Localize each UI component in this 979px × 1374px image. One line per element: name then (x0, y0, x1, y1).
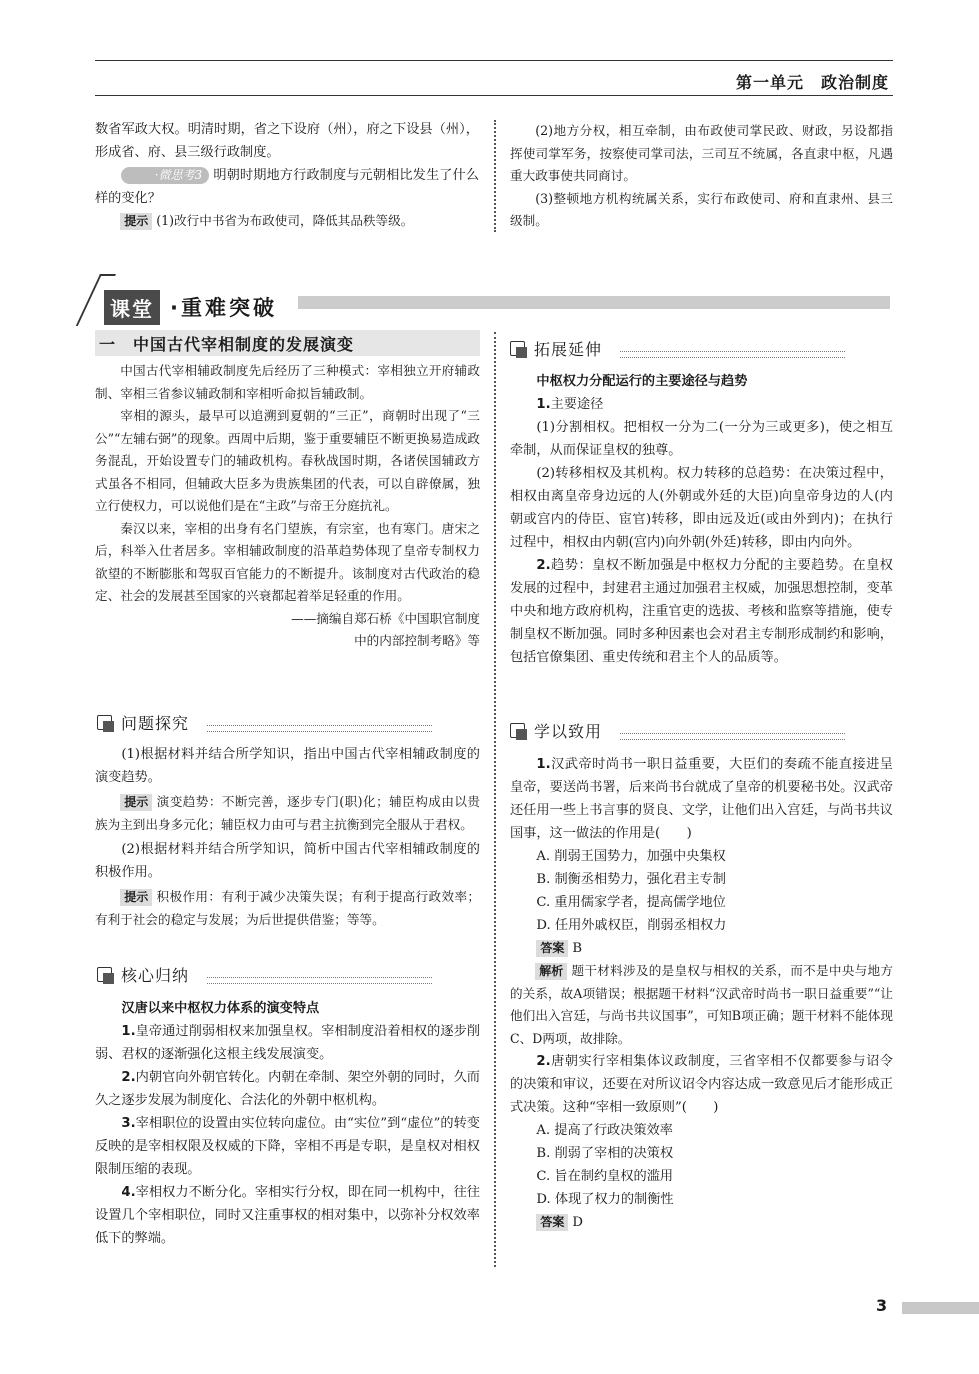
point-number: 3. (121, 1116, 136, 1131)
explanation (510, 960, 893, 1050)
point-number: 4. (121, 1185, 136, 1200)
tip-paragraph (95, 791, 480, 836)
core-block (95, 997, 480, 1250)
tip-text: 积极作用：有利于减少决策失误；有利于提高行政效率；有利于社会的稳定与发展；为后世提供借鉴；等等。 (95, 889, 480, 927)
dotted-rule (207, 977, 432, 984)
answer-value: B (572, 941, 583, 956)
option: A. 削弱王国势力，加强中央集权 (536, 849, 726, 864)
extension-point: (1)分割相权。把相权一分为二(一分为三或更多)，使之相互牵制，从而保证皇权的独尊。 (510, 420, 893, 458)
tip-paragraph (95, 210, 479, 233)
practice-block (510, 753, 893, 1234)
question-number: 2. (536, 1054, 551, 1069)
question-number: 1. (536, 757, 551, 772)
dotted-rule (620, 733, 845, 740)
tip-label: 提示 (120, 794, 152, 811)
option: C. 重用儒家学者，提高儒学地位 (536, 895, 726, 910)
subhead-label: 核心归纳 (121, 966, 190, 985)
core-heading: 汉唐以来中枢权力体系的演变特点 (121, 1001, 320, 1016)
topic-bar (95, 330, 480, 356)
option: C. 旨在制约皇权的滥用 (536, 1169, 674, 1184)
subhead-label: 学以致用 (534, 722, 603, 741)
subhead-problem (97, 712, 432, 736)
paragraph: (3)整顿地方机构统属关系，实行布政使司、府和直隶州、县三级制。 (510, 190, 893, 228)
subhead-practice (510, 720, 845, 744)
tip-paragraph (95, 886, 480, 931)
header-rule-top (95, 60, 893, 61)
option: B. 制衡丞相势力，强化君主专制 (536, 872, 726, 887)
core-point (95, 1112, 480, 1181)
section-heading (100, 284, 890, 324)
extension-point (510, 393, 893, 416)
option: B. 削弱了宰相的决策权 (536, 1146, 674, 1161)
point-text: 主要途径 (550, 397, 604, 412)
point-number: 1. (121, 1024, 136, 1039)
question: (2)根据材料并结合所学知识，简析中国古代宰相辅政制度的积极作用。 (95, 842, 480, 880)
header-rule-bottom (95, 95, 893, 96)
think-text: 明朝时期地方行政制度与元朝相比发生了什么样的变化？ (95, 168, 479, 206)
subhead-label: 拓展延伸 (534, 340, 603, 359)
core-point (95, 1181, 480, 1250)
subhead-core (97, 964, 432, 988)
material-block (95, 360, 480, 653)
section-badge: 课堂 (104, 290, 160, 325)
source-line: ——摘编自郑石桥《中国职官制度 (291, 610, 480, 626)
point-number: 2. (536, 558, 551, 573)
point-number: 1. (536, 397, 551, 412)
tip-text: 演变趋势：不断完善，逐步专门(职)化；辅臣构成由以贵族为主到出身多元化；辅臣权力由可与君主抗衡到完全服从于君权。 (95, 794, 480, 832)
point-text: 皇帝通过削弱相权来加强皇权。宰相制度沿着相权的逐步削弱、君权的逐渐强化这根主线发展演变。 (95, 1024, 480, 1062)
problem-block (95, 743, 480, 931)
answer (510, 937, 893, 960)
point-text: 宰相权力不断分化。宰相实行分权，即在同一机构中，往往设置几个宰相职位，同时又注重事权的相对集中，以弥补分权效率低下的弊端。 (95, 1185, 480, 1246)
core-point (95, 1020, 480, 1066)
extension-point: (2)转移相权及其机构。权力转移的总趋势：在决策过程中，相权由离皇帝身边远的人(外朝或外廷的大臣)向皇帝身边的人(内朝或宫内的侍臣、宦官)转移，即由远及近(或由外到内)；在执行过程中，相权由内朝(宫内)向外朝(外廷)转移，即由内向外。 (510, 466, 893, 550)
tip-label: 提示 (120, 213, 152, 230)
explanation-label: 解析 (535, 963, 567, 980)
material-paragraph: 秦汉以来，宰相的出身有名门望族，有宗室，也有寒门。唐宋之后，科举入仕者居多。宰相辅政制度的沿革趋势体现了皇帝专制权力欲望的不断膨胀和驾驭百官能力的不断提升。该制度对古代政治的稳定、社会的发展甚至国家的兴衰都起着举足轻重的作用。 (95, 520, 480, 603)
question-text: 唐朝实行宰相集体议政制度，三省宰相不仅都要参与诏令的决策和审议，还要在对所议诏令内容达成一致意见后才能形成正式决策。这种“宰相一致原则”( ) (510, 1054, 893, 1115)
top-left-block (95, 118, 479, 233)
subhead-label: 问题探究 (121, 714, 190, 733)
material-paragraph: 宰相的源头，最早可以追溯到夏朝的“三正”，商朝时出现了“三公”“左辅右弼”的现象。西周中后期，鉴于重要辅臣不断更换易造成政务混乱，开始设置专门的辅政机构。春秋战国时期，各诸侯国辅政方式虽各不相同，但辅政大臣多为贵族集团的代表，可以自辟僚属，独立行使权力，可以说他们是在“主政”与帝王分庭抗礼。 (95, 408, 480, 513)
dotted-rule (620, 351, 845, 358)
tip-label: 提示 (120, 889, 152, 906)
section-bar (298, 296, 890, 309)
question: (1)根据材料并结合所学知识，指出中国古代宰相辅政制度的演变趋势。 (95, 747, 480, 785)
answer-label: 答案 (536, 1214, 568, 1231)
extension-heading: 中枢权力分配运行的主要途径与趋势 (536, 374, 748, 389)
chapter-title: 第一单元 政治制度 (735, 73, 889, 92)
point-text: 宰相职位的设置由实位转向虚位。由“实位”到“虚位”的转变反映的是宰相权限及权威的下降，宰相不再是专职，是皇权对相权限制压缩的表现。 (95, 1116, 480, 1177)
page-number: 3 (876, 1296, 888, 1315)
question-text: 汉武帝时尚书一职日益重要，大臣们的奏疏不能直接进呈皇帝，要送尚书署，后来尚书台就成了皇帝的机要秘书处。汉武帝还任用一些上书言事的贤良、文学，让他们出入宫廷，与尚书共议国事，这一做法的作用是( ) (510, 757, 893, 841)
column-divider-top (494, 120, 496, 232)
dotted-rule (207, 725, 432, 732)
material-paragraph: 中国古代宰相辅政制度先后经历了三种模式：宰相独立开府辅政制、宰相三省参议辅政制和宰相听命拟旨辅政制。 (95, 363, 480, 401)
section-title: ·重难突破 (170, 296, 277, 320)
paragraph: 数省军政大权。明清时期，省之下设府（州），府之下设县（州），形成省、府、县三级行政制度。 (95, 122, 479, 160)
paragraph: (2)地方分权，相互牵制，由布政使司掌民政、财政，另设都指挥使司掌军务，按察使司掌司法，三司互不统属，各直隶中枢，凡遇重大政事使共同商讨。 (510, 123, 893, 183)
think-badge: ·微思考3 (121, 167, 209, 184)
column-divider-main (494, 332, 496, 1267)
topic-title: 中国古代宰相制度的发展演变 (133, 335, 355, 354)
core-point (95, 1066, 480, 1112)
answer (510, 1211, 893, 1234)
box-shadow-icon (103, 721, 114, 732)
point-text: 内朝官向外朝官转化。内朝在牵制、架空外朝的同时，久而久之逐步发展为制度化、合法化的外朝中枢机构。 (95, 1070, 480, 1108)
answer-label: 答案 (536, 940, 568, 957)
point-number: 2. (121, 1070, 136, 1085)
box-shadow-icon (103, 973, 114, 984)
option: D. 任用外戚权臣，削弱丞相权力 (536, 918, 727, 933)
option: D. 体现了权力的制衡性 (536, 1192, 674, 1207)
answer-value: D (572, 1215, 583, 1230)
question (510, 753, 893, 845)
topic-number: 一 (99, 335, 116, 354)
point-text: 趋势：皇权不断加强是中枢权力分配的主要趋势。在皇权发展的过程中，封建君主通过加强君主权威，加强思想控制，变革中央和地方政府机构，注重官吏的选拔、考核和监察等措施，使专制皇权不断加强。同时多种因素也会对君主专制形成制约和影响，包括官僚集团、重史传统和君主个人的品质等。 (510, 558, 893, 665)
box-shadow-icon (516, 347, 527, 358)
explanation-text: 题干材料涉及的是皇权与相权的关系，而不是中央与地方的关系，故A项错误；根据题干材料“汉武帝时尚书一职日益重要”“让他们出入宫廷，与尚书共议国事”，可知B项正确；题干材料不能体现C、D两项，故排除。 (510, 963, 893, 1046)
top-right-block (510, 120, 893, 233)
extension-point (510, 554, 893, 669)
think-paragraph (95, 164, 479, 210)
option: A. 提高了行政决策效率 (536, 1123, 673, 1138)
page-bar (902, 1302, 979, 1314)
source-line: 中的内部控制考略》等 (354, 633, 480, 648)
extension-block (510, 370, 893, 669)
question (510, 1050, 893, 1119)
tip-text: (1)改行中书省为布政使司，降低其品秩等级。 (156, 213, 414, 228)
subhead-extension (510, 338, 845, 362)
box-shadow-icon (516, 729, 527, 740)
